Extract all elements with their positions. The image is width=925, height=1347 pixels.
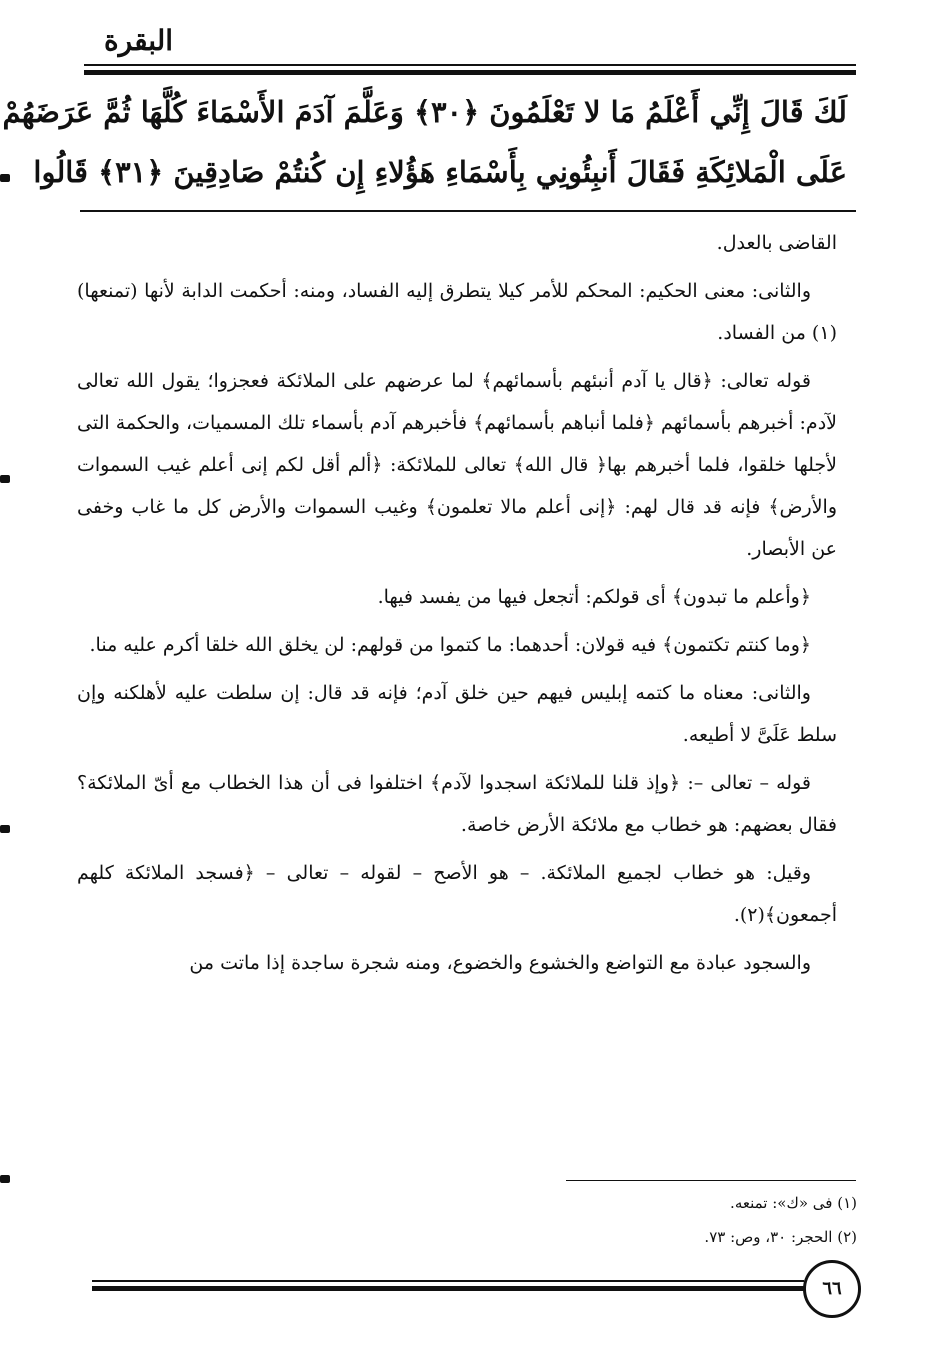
paragraph-5: ﴿وما كنتم تكتمون﴾ فيه قولان: أحدهما: ما كتموا من قولهم: لن يخلق الله خلقا أكرم عليه منا. bbox=[89, 634, 811, 656]
surah-title: البقرة bbox=[104, 24, 174, 57]
footnotes bbox=[437, 1186, 857, 1254]
verse-separator bbox=[80, 210, 856, 212]
margin-mark bbox=[0, 1175, 10, 1183]
header-rule-bottom bbox=[84, 70, 856, 75]
footer-rule-bottom bbox=[92, 1286, 804, 1291]
paragraph-4: ﴿وأعلم ما تبدون﴾ أى قولكم: أتجعل فيها من يفسد فيها. bbox=[377, 586, 811, 608]
page-number: ٦٦ bbox=[803, 1260, 861, 1318]
paragraph-8: وقيل: هو خطاب لجميع الملائكة. – هو الأصح – لقوله – تعالى – ﴿فسجد الملائكة كلهم أجمعون﴾(٢). bbox=[77, 862, 837, 926]
verse-line-2: عَلَى الْمَلائِكَةِ فَقَالَ أَنبِئُونِي بِأَسْمَاءِ هَؤُلاءِ إِن كُنتُمْ صَادِقِينَ ﴿٣١﴾ قَالُوا bbox=[33, 155, 847, 189]
footnote-2: (٢) الحجر: ٣٠، وص: ٧٣. bbox=[704, 1228, 857, 1246]
paragraph-7: قوله – تعالى –: ﴿وإذ قلنا للملائكة اسجدوا لآدم﴾ اختلفوا فى أن هذا الخطاب مع أىّ الملائكة؟ فقال بعضهم: هو خطاب مع ملائكة الأرض خاصة. bbox=[77, 772, 837, 836]
paragraph-6: والثانى: معناه ما كتمه إبليس فيهم حين خلق آدم؛ فإنه قد قال: إن سلطت عليه لأهلكنه وإن سلط عَلَىَّ لا أطيعه. bbox=[77, 682, 837, 746]
header-rule-top bbox=[84, 64, 856, 66]
paragraph-1: القاضى بالعدل. bbox=[716, 232, 837, 254]
footer-rule-top bbox=[92, 1280, 804, 1282]
paragraph-2: والثانى: معنى الحكيم: المحكم للأمر كيلا يتطرق إليه الفساد، ومنه: أحكمت الدابة لأنها (تمنعها)(١) من الفساد. bbox=[77, 280, 837, 344]
margin-mark bbox=[0, 825, 10, 833]
footnote-separator bbox=[566, 1180, 856, 1181]
margin-mark bbox=[0, 174, 10, 182]
commentary-body bbox=[77, 222, 837, 984]
verse-line-1: لَكَ قَالَ إِنِّي أَعْلَمُ مَا لا تَعْلَمُونَ ﴿٣٠﴾ وَعَلَّمَ آدَمَ الأَسْمَاءَ كُلَّهَا ثُمَّ عَرَضَهُمْ bbox=[2, 95, 847, 129]
footnote-1: (١) فى «ك»: تمنعه. bbox=[730, 1194, 857, 1212]
paragraph-3: قوله تعالى: ﴿قال يا آدم أنبئهم بأسمائهم﴾ لما عرضهم على الملائكة فعجزوا؛ يقول الله تعالى لآدم: أخبرهم بأسمائهم ﴿فلما أنباهم بأسمائهم﴾ فأخبرهم آدم بأسماء تلك المسميات، والحكمة التى لأجلها خلقوا، فلما أخبرهم بها﴿ قال الله﴾ تعالى للملائكة: ﴿ألم أقل لكم إنى أعلم غيب السموات والأرض﴾ فإنه قد قال لهم: ﴿إنى أعلم مالا تعلمون﴾ وغيب السموات والأرض كل ما غاب وخفى عن الأبصار. bbox=[77, 370, 837, 560]
margin-mark bbox=[0, 475, 10, 483]
paragraph-9: والسجود عبادة مع التواضع والخشوع والخضوع، ومنه شجرة ساجدة إذا ماتت من bbox=[189, 952, 811, 974]
